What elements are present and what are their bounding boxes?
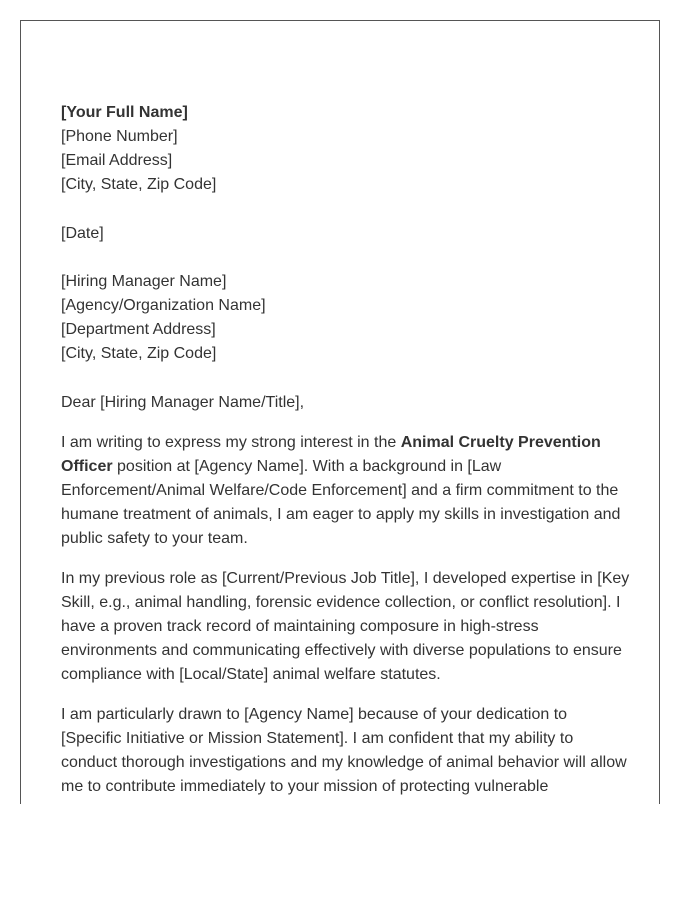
paragraph-motivation: I am particularly drawn to [Agency Name] because of your dedication to [Specific Initiative or Mission Statement]. I am confident that my ability to conduct thorough investigations and my knowledge of animal behavior will allow me to contribute immediately to your mission of protecting vulnerable bbox=[61, 706, 627, 795]
salutation: Dear [Hiring Manager Name/Title], bbox=[61, 394, 305, 411]
sender-city: [City, State, Zip Code] bbox=[61, 176, 217, 193]
recipient-city: [City, State, Zip Code] bbox=[61, 345, 217, 362]
sender-email: [Email Address] bbox=[61, 152, 173, 169]
job-title: Animal Cruelty Prevention Officer bbox=[61, 434, 601, 475]
recipient-block bbox=[61, 270, 631, 366]
sender-block bbox=[61, 101, 631, 197]
letter-content bbox=[61, 101, 631, 799]
paragraph-experience: In my previous role as [Current/Previous Job Title], I developed expertise in [Key Skill, e.g., animal handling, forensic evidence collection, or conflict resolution]. I have a proven track record of maintaining composure in high-stress environments and communicating effectively with diverse populations to ensure compliance with [Local/State] animal welfare statutes. bbox=[61, 570, 630, 683]
salutation-block bbox=[61, 391, 631, 415]
paragraph-intro bbox=[61, 431, 631, 551]
recipient-name: [Hiring Manager Name] bbox=[61, 273, 227, 290]
letter-date: [Date] bbox=[61, 225, 104, 242]
recipient-address: [Department Address] bbox=[61, 321, 216, 338]
recipient-organization: [Agency/Organization Name] bbox=[61, 297, 266, 314]
sender-name: [Your Full Name] bbox=[61, 104, 188, 121]
sender-phone: [Phone Number] bbox=[61, 128, 178, 145]
paragraph-intro-before: I am writing to express my strong interest in the bbox=[61, 434, 401, 451]
date-block bbox=[61, 222, 631, 246]
letter-page bbox=[20, 20, 660, 804]
paragraph-intro-after: position at [Agency Name]. With a background in [Law Enforcement/Animal Welfare/Code Enforcement] and a firm commitment to the humane treatment of animals, I am eager to apply my skills in investigation and public safety to your team. bbox=[61, 458, 621, 547]
